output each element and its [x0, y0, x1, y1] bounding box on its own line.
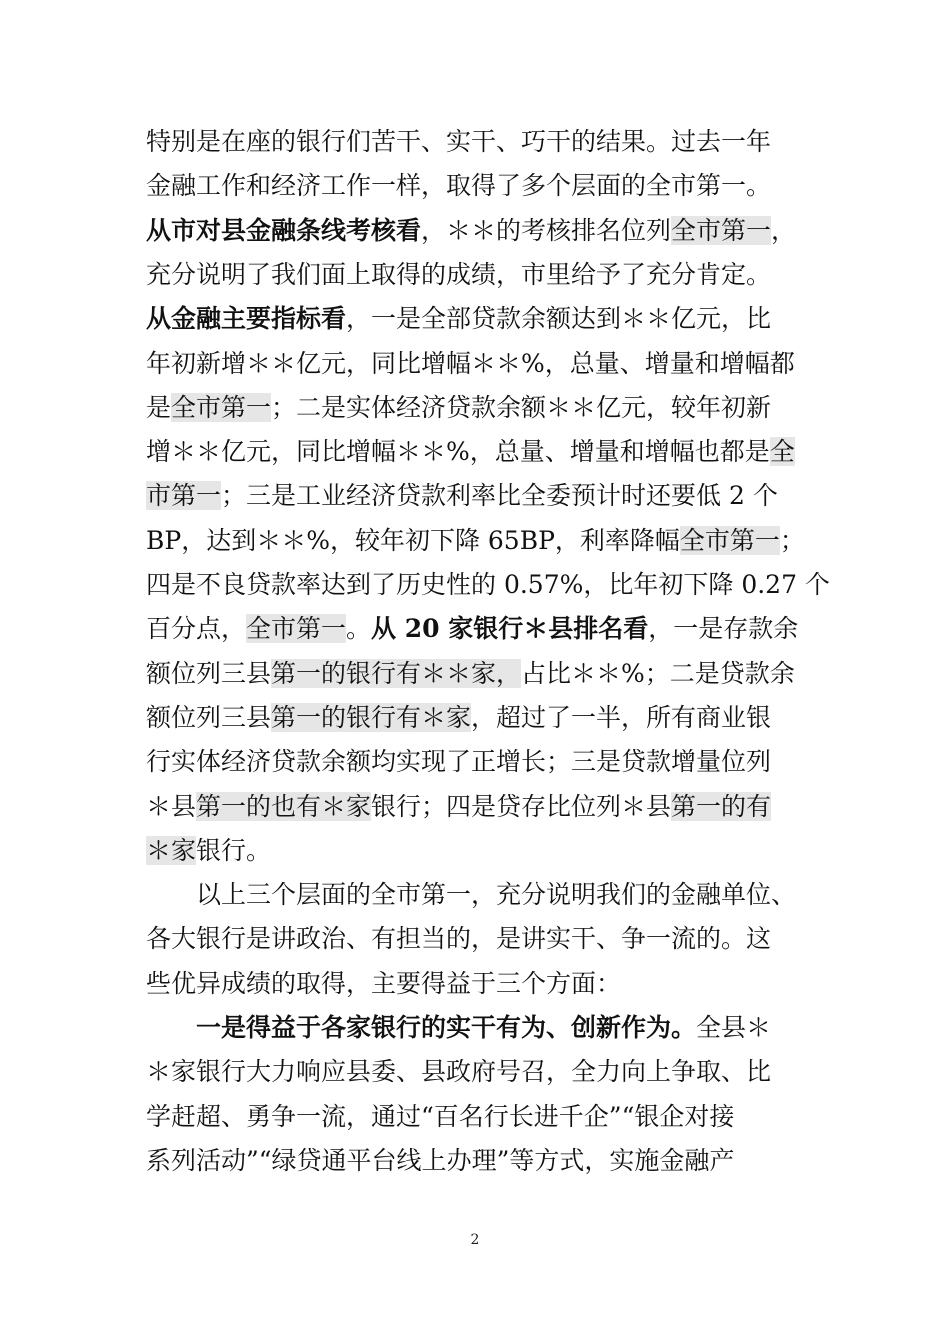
text-line — [146, 1095, 836, 1139]
highlighted-text: 全市第一 — [671, 215, 772, 245]
text-segment: BP，达到＊＊%，较年初下降 65BP，利率降幅 — [146, 525, 680, 555]
text-line — [146, 209, 836, 253]
text-line — [146, 297, 836, 341]
text-segment: 百分点， — [146, 614, 247, 644]
text-segment: 额位列三县 — [146, 702, 272, 732]
text-line — [146, 873, 836, 917]
highlighted-text: 市第一 — [146, 481, 222, 511]
text-segment — [146, 1013, 196, 1042]
text-segment: 增＊＊亿元，同比增幅＊＊%，总量、增量和增幅也都是 — [146, 437, 770, 467]
highlighted-text: 全市第一 — [679, 525, 780, 555]
text-segment: 行实体经济贷款余额均实现了正增长；三是贷款增量位列 — [146, 747, 772, 777]
text-segment: 银行；四是贷存比位列＊县 — [371, 791, 672, 821]
text-segment: ，一是全部贷款余额达到＊＊亿元，比 — [346, 304, 772, 334]
highlighted-text: ＊家 — [146, 835, 197, 865]
text-line — [146, 962, 836, 1006]
text-segment: 金融工作和经济工作一样，取得了多个层面的全市第一。 — [146, 171, 772, 201]
text-line — [146, 430, 836, 474]
text-segment: 额位列三县 — [146, 658, 272, 688]
text-segment: 年初新增＊＊亿元，同比增幅＊＊%，总量、增量和增幅都 — [146, 348, 795, 378]
text-line — [146, 563, 836, 607]
text-segment: 四是不良贷款率达到了历史性的 0.57%，比年初下降 0.27 个 — [146, 570, 830, 599]
text-segment: 各大银行是讲政治、有担当的，是讲实干、争一流的。这 — [146, 924, 772, 954]
bold-text: 从金融主要指标看 — [146, 304, 347, 334]
text-segment: ，一是存款余 — [648, 614, 799, 644]
text-line — [146, 1050, 836, 1094]
text-line — [146, 474, 836, 518]
text-segment: 充分说明了我们面上取得的成绩，市里给予了充分肯定。 — [146, 259, 772, 289]
text-line — [146, 342, 836, 386]
highlighted-text: 第一的银行有＊＊家， — [271, 658, 522, 688]
text-line — [146, 164, 836, 208]
text-segment: ，超过了一半，所有商业银 — [471, 702, 772, 732]
text-line — [146, 607, 836, 651]
bold-text: 从市对县金融条线考核看 — [146, 215, 422, 245]
text-segment: 是 — [146, 392, 172, 422]
text-segment: 。 — [346, 614, 372, 644]
bold-text: 一是得益于各家银行的实干有为、创新作为。 — [196, 1013, 697, 1042]
bold-text: 从 20 家银行＊县排名看 — [371, 614, 649, 644]
text-line — [146, 1006, 836, 1050]
highlighted-text: 全市第一 — [246, 614, 347, 644]
highlighted-text: 第一的也有＊家 — [196, 791, 372, 821]
text-segment: 银行。 — [196, 835, 272, 865]
text-segment: 占比＊＊%；二是贷款余 — [521, 658, 795, 688]
text-line — [146, 120, 836, 164]
text-segment: ＊县 — [146, 791, 197, 821]
text-segment: ，＊＊的考核排名位列 — [421, 215, 672, 245]
text-segment: 全县＊ — [696, 1013, 772, 1042]
highlighted-text: 第一的有 — [671, 791, 772, 821]
text-line — [146, 696, 836, 740]
text-line — [146, 785, 836, 829]
text-segment: ＊家银行大力响应县委、县政府号召，全力向上争取、比 — [146, 1057, 772, 1087]
text-line — [146, 1139, 836, 1183]
page-number: 2 — [470, 1232, 480, 1248]
text-segment: 特别是在座的银行们苦干、实干、巧干的结果。过去一年 — [146, 127, 772, 156]
text-segment: ；三是工业经济贷款利率比全委预计时还要低 2 个 — [221, 481, 778, 511]
text-segment: 系列活动”“绿贷通平台线上办理”等方式，实施金融产 — [146, 1145, 735, 1175]
text-segment: ； — [779, 525, 805, 555]
text-line — [146, 652, 836, 696]
text-segment: 学赶超、勇争一流，通过“百名行长进千企”“银企对接 — [146, 1101, 735, 1131]
text-segment: ；二是实体经济贷款余额＊＊亿元，较年初新 — [271, 392, 772, 422]
text-segment: 以上三个层面的全市第一，充分说明我们的金融单位、 — [146, 880, 797, 910]
text-line — [146, 740, 836, 784]
text-line — [146, 519, 836, 563]
text-segment: ， — [771, 215, 797, 245]
text-line — [146, 917, 836, 961]
highlighted-text: 全市第一 — [171, 392, 272, 422]
text-line — [146, 253, 836, 297]
text-segment: 些优异成绩的取得，主要得益于三个方面： — [146, 968, 622, 998]
highlighted-text: 全 — [769, 437, 795, 467]
text-line — [146, 829, 836, 873]
text-line — [146, 386, 836, 430]
highlighted-text: 第一的银行有＊家 — [271, 702, 472, 732]
